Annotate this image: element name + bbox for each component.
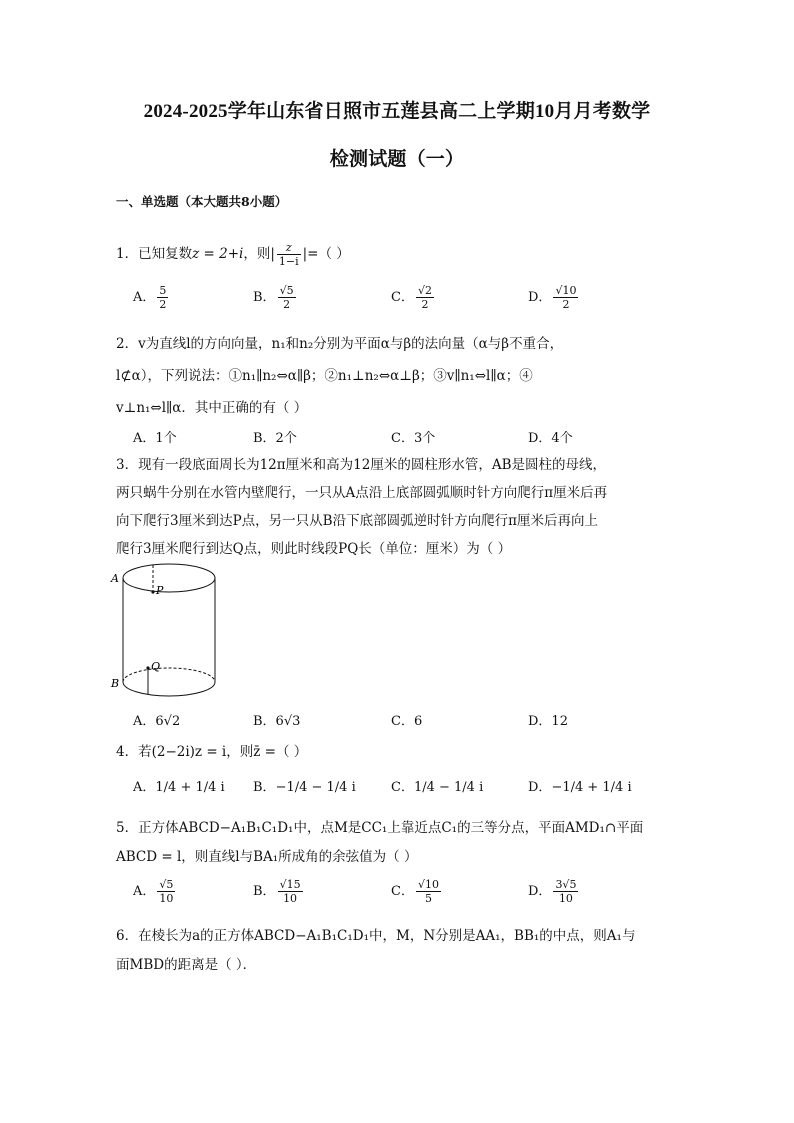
document-title-line1: 2024-2025学年山东省日照市五莲县高二上学期10月月考数学 xyxy=(143,101,651,122)
document-title-line2: 检测试题（一） xyxy=(329,149,465,170)
question-2-option-c: C．3个 xyxy=(391,431,436,446)
question-4-option-d: D．−1/4 + 1/4 i xyxy=(528,780,632,795)
question-5-line2: ABCD = l，则直线l与BA₁所成角的余弦值为（ ） xyxy=(116,849,418,865)
question-1-stem: 1．已知复数z = 2+i，则| $\frac{z}{1-i}$ |=（ ） xyxy=(116,241,350,268)
question-5-option-b: B． $\frac{√15}{10}$ xyxy=(253,878,301,905)
question-2-option-a: A．1个 xyxy=(133,431,177,446)
question-2-line3: v⊥n₁⇔l∥α．其中正确的有（ ） xyxy=(116,400,308,416)
question-5-line1: 5．正方体ABCD−A₁B₁C₁D₁中，点M是CC₁上靠近点C₁的三等分点，平面AMD₁∩平面 xyxy=(116,820,644,836)
point-q xyxy=(146,666,149,669)
label-a: A xyxy=(111,572,119,585)
question-3-line2: 两只蜗牛分别在水管内壁爬行，一只从A点沿上底部圆弧顺时针方向爬行π厘米后再 xyxy=(116,485,608,501)
question-5-option-a: A． $\frac{√5}{10}$ xyxy=(133,878,174,905)
question-4-stem: 4．若(2−2i)z = i，则z̄ =（ ） xyxy=(116,744,308,760)
question-2-line2: l⊄α），下列说法：①n₁∥n₂⇔α∥β；②n₁⊥n₂⇔α⊥β；③v∥n₁⇔l∥α；④ xyxy=(116,368,533,384)
question-4-option-b: B．−1/4 − 1/4 i xyxy=(253,780,356,795)
question-5-option-d: D． $\frac{3√5}{10}$ xyxy=(528,878,577,905)
question-3-line4: 爬行3厘米爬行到达Q点，则此时线段PQ长（单位：厘米）为（ ） xyxy=(116,541,512,557)
question-3-option-b: B．6√3 xyxy=(253,714,301,729)
label-q: Q xyxy=(151,660,161,673)
question-3-line3: 向下爬行3厘米到达P点，另一只从B沿下底部圆弧逆时针方向爬行π厘米后再向上 xyxy=(116,513,598,529)
question-5-option-c: C． $\frac{√10}{5}$ xyxy=(391,878,439,905)
question-6-line2: 面MBD的距离是（ ）． xyxy=(116,957,257,973)
question-3-option-c: C．6 xyxy=(391,714,423,729)
cylinder-bottom-front-arc xyxy=(123,682,215,696)
point-p xyxy=(151,590,154,593)
question-4-option-c: C．1/4 − 1/4 i xyxy=(391,780,484,795)
question-3-option-a: A．6√2 xyxy=(133,714,181,729)
label-p: P xyxy=(156,584,164,597)
question-1-option-a: A． $\frac{5}{2}$ xyxy=(133,284,167,311)
section-heading: 一、单选题（本大题共8小题） xyxy=(116,194,288,209)
question-6-line1: 6．在棱长为a的正方体ABCD−A₁B₁C₁D₁中，M，N分别是AA₁，BB₁的中点，则A₁与 xyxy=(116,928,636,944)
cylinder-figure xyxy=(108,560,228,700)
question-2-option-b: B．2个 xyxy=(253,431,297,446)
cylinder-top-ellipse xyxy=(123,564,215,592)
question-1-option-c: C． $\frac{√2}{2}$ xyxy=(391,284,432,311)
question-4-option-a: A．1/4 + 1/4 i xyxy=(133,780,225,795)
question-1-option-d: D． $\frac{√10}{2}$ xyxy=(528,284,577,311)
question-2-line1: 2．v为直线l的方向向量，n₁和n₂分别为平面α与β的法向量（α与β不重合， xyxy=(116,336,564,352)
cylinder-bottom-back-arc xyxy=(123,668,215,682)
label-b: B xyxy=(111,677,120,690)
question-2-option-d: D．4个 xyxy=(528,431,573,446)
question-3-line1: 3．现有一段底面周长为12π厘米和高为12厘米的圆柱形水管，AB是圆柱的母线， xyxy=(116,457,606,473)
question-1-option-b: B． $\frac{√5}{2}$ xyxy=(253,284,294,311)
question-3-option-d: D．12 xyxy=(528,714,568,729)
